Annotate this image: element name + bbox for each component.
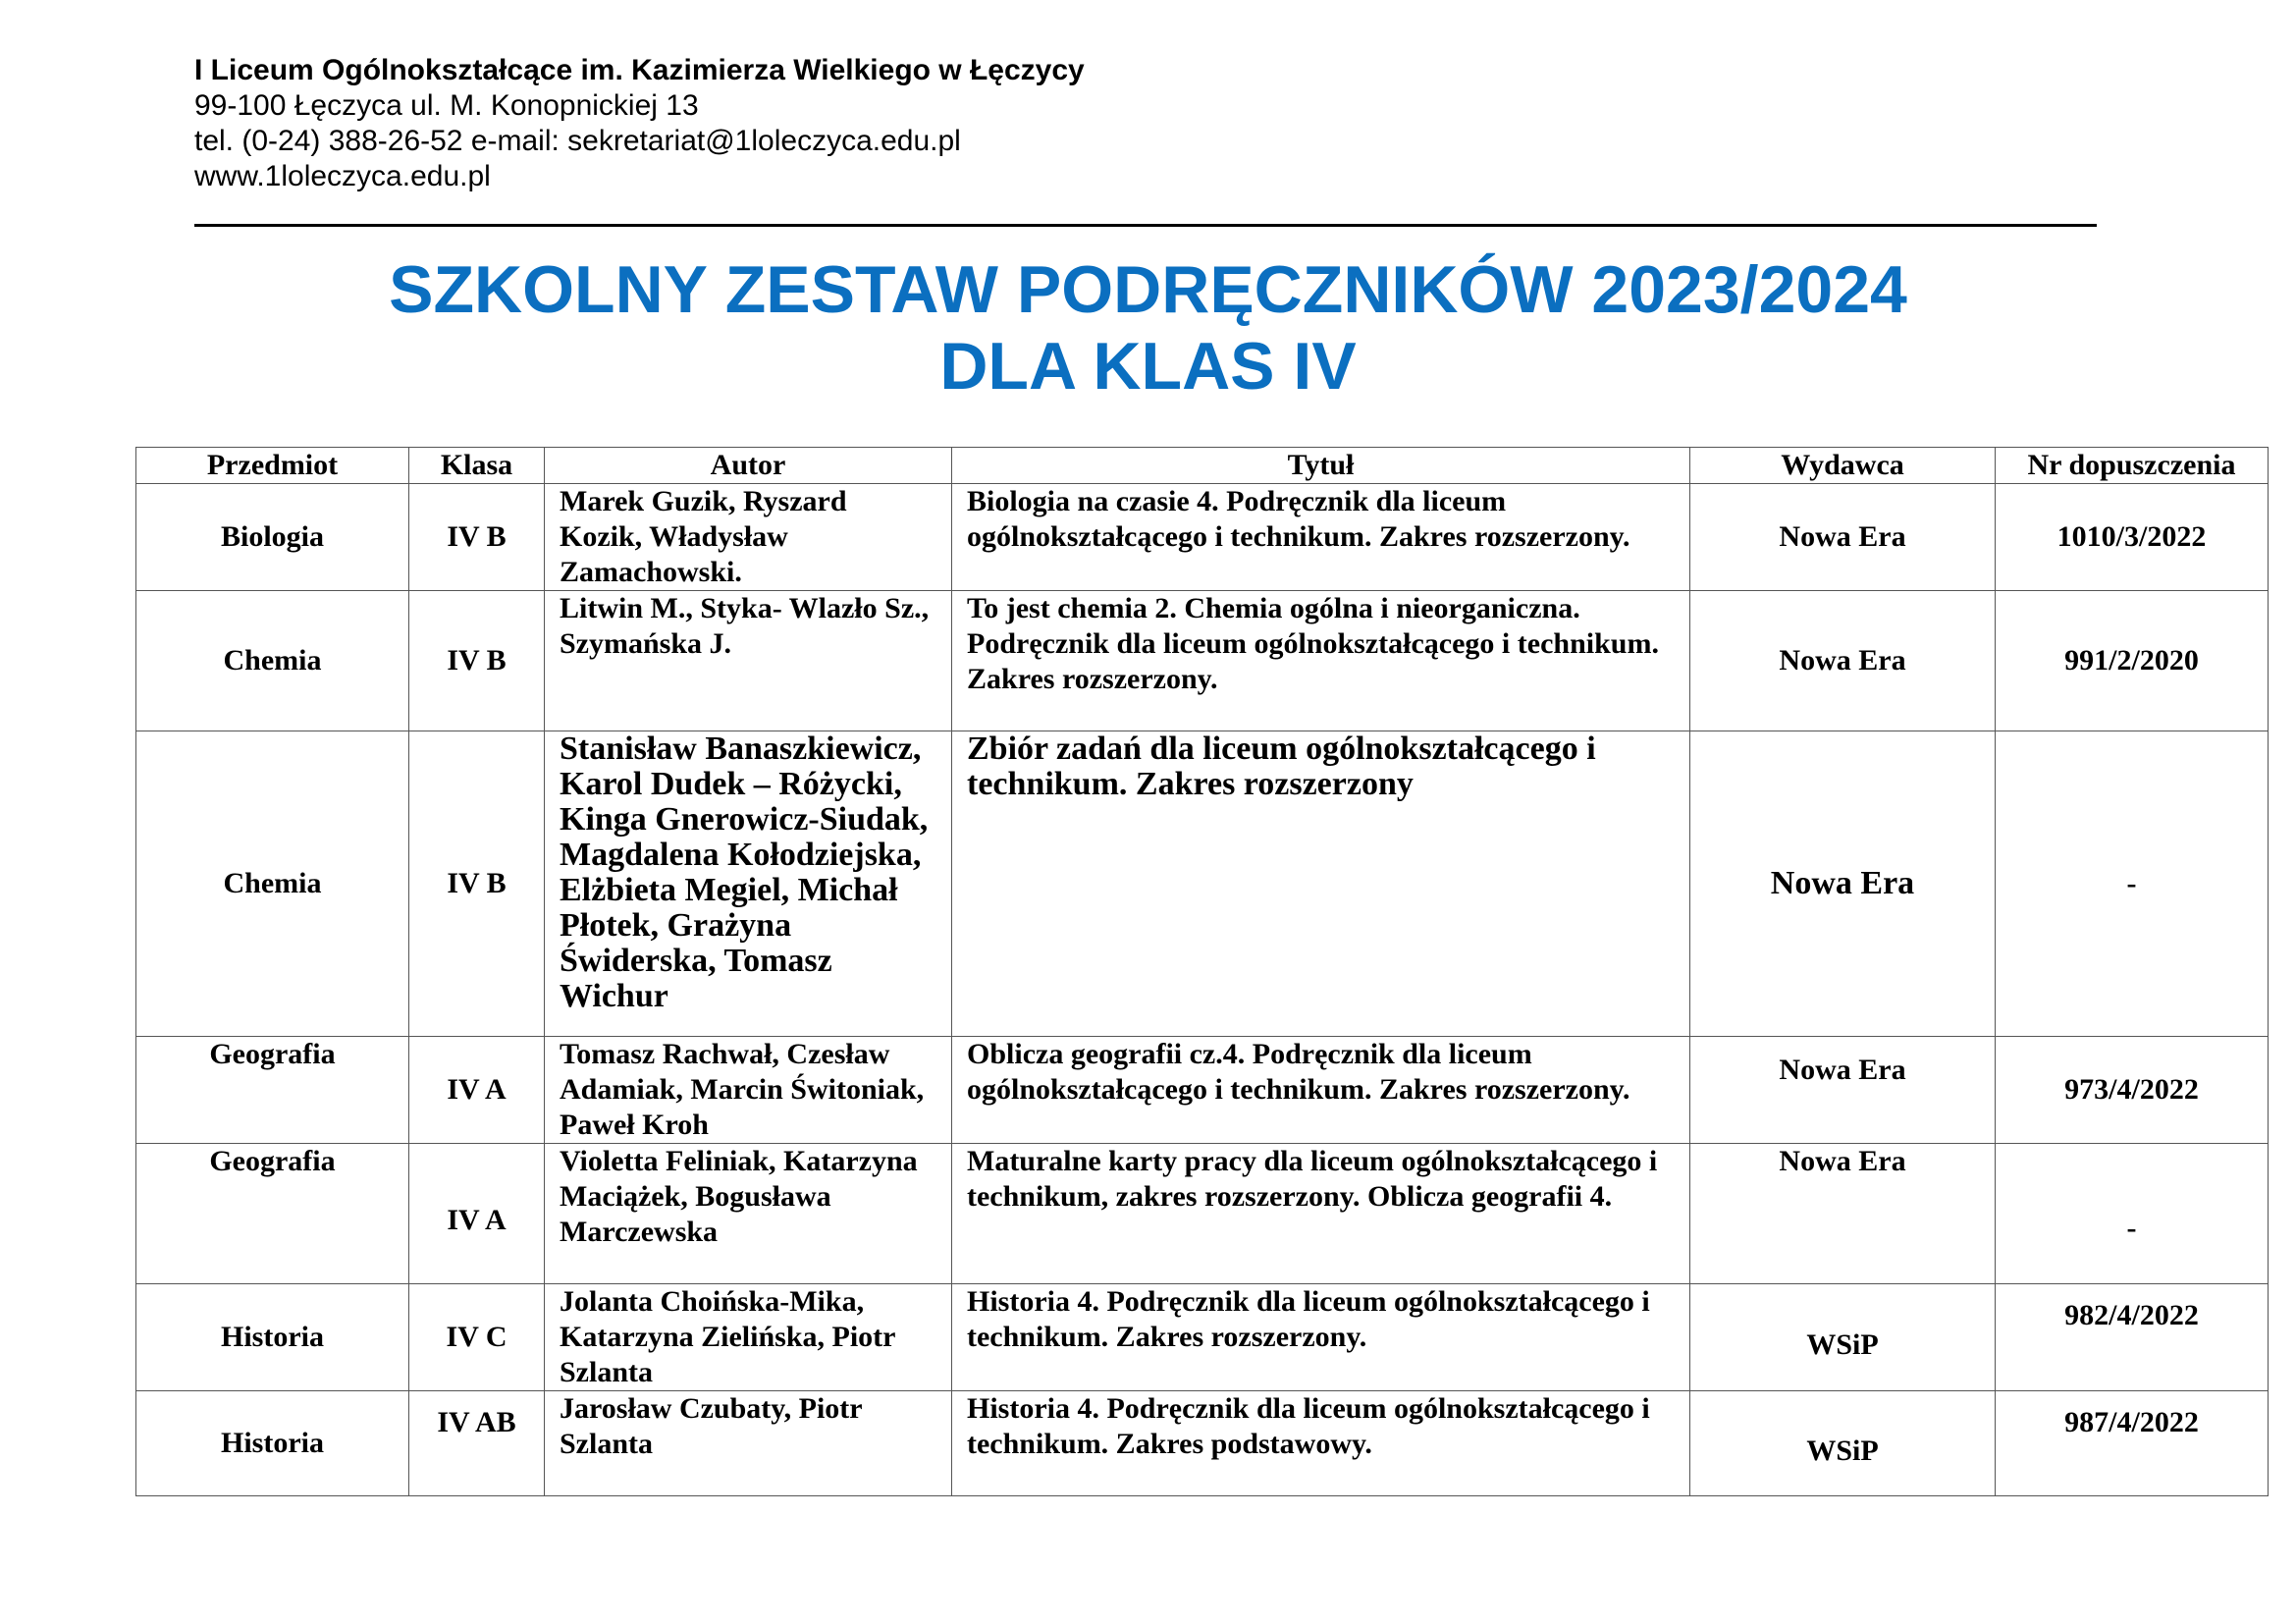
cell-publisher: Nowa Era — [1690, 731, 1996, 1037]
cell-class: IV A — [409, 1144, 545, 1284]
cell-title: To jest chemia 2. Chemia ogólna i nieorganiczna. Podręcznik dla liceum ogólnokształcącego i technikum. Zakres rozszerzony. — [952, 591, 1690, 731]
title-line-1: SZKOLNY ZESTAW PODRĘCZNIKÓW 2023/2024 — [389, 252, 1907, 327]
cell-author: Jolanta Choińska-Mika, Katarzyna Zielińska, Piotr Szlanta — [545, 1284, 952, 1391]
cell-title: Historia 4. Podręcznik dla liceum ogólnokształcącego i technikum. Zakres podstawowy. — [952, 1391, 1690, 1496]
cell-class: IV AB — [409, 1391, 545, 1496]
cell-number: 991/2/2020 — [1996, 591, 2269, 731]
cell-number: - — [1996, 731, 2269, 1037]
cell-publisher: WSiP — [1690, 1284, 1996, 1391]
table-header-row — [136, 448, 2269, 484]
cell-number: - — [1996, 1144, 2269, 1284]
cell-subject: Historia — [136, 1284, 409, 1391]
cell-title: Historia 4. Podręcznik dla liceum ogólnokształcącego i technikum. Zakres rozszerzony. — [952, 1284, 1690, 1391]
header-number: Nr dopuszczenia — [1996, 448, 2269, 484]
cell-publisher: Nowa Era — [1690, 1037, 1996, 1144]
cell-author: Violetta Feliniak, Katarzyna Maciążek, Bogusława Marczewska — [545, 1144, 952, 1284]
cell-subject: Chemia — [136, 731, 409, 1037]
cell-author: Litwin M., Styka- Wlazło Sz., Szymańska J. — [545, 591, 952, 731]
cell-number: 982/4/2022 — [1996, 1284, 2269, 1391]
cell-title: Biologia na czasie 4. Podręcznik dla liceum ogólnokształcącego i technikum. Zakres rozszerzony. — [952, 484, 1690, 591]
cell-publisher: Nowa Era — [1690, 1144, 1996, 1284]
document-title — [0, 251, 2296, 405]
school-website: www.1loleczyca.edu.pl — [194, 160, 491, 192]
cell-title: Zbiór zadań dla liceum ogólnokształcącego i technikum. Zakres rozszerzony — [952, 731, 1690, 1037]
header-subject: Przedmiot — [136, 448, 409, 484]
title-line-2: DLA KLAS IV — [939, 329, 1357, 404]
cell-author: Jarosław Czubaty, Piotr Szlanta — [545, 1391, 952, 1496]
cell-author: Marek Guzik, Ryszard Kozik, Władysław Zamachowski. — [545, 484, 952, 591]
cell-class: IV C — [409, 1284, 545, 1391]
cell-title: Maturalne karty pracy dla liceum ogólnokształcącego i technikum, zakres rozszerzony. Oblicza geografii 4. — [952, 1144, 1690, 1284]
cell-author: Stanisław Banaszkiewicz, Karol Dudek – Różycki, Kinga Gnerowicz-Siudak, Magdalena Kołodziejska, Elżbieta Megiel, Michał Płotek, Grażyna Świderska, Tomasz Wichur — [545, 731, 952, 1037]
table-row — [136, 591, 2269, 731]
cell-class: IV B — [409, 731, 545, 1037]
header-title: Tytuł — [952, 448, 1690, 484]
school-header — [194, 53, 2109, 194]
table-row — [136, 731, 2269, 1037]
cell-subject: Geografia — [136, 1144, 409, 1284]
cell-class: IV A — [409, 1037, 545, 1144]
cell-subject: Biologia — [136, 484, 409, 591]
table-row — [136, 484, 2269, 591]
header-publisher: Wydawca — [1690, 448, 1996, 484]
table-row — [136, 1284, 2269, 1391]
school-name: I Liceum Ogólnokształcące im. Kazimierza Wielkiego w Łęczycy — [194, 54, 1085, 86]
header-class: Klasa — [409, 448, 545, 484]
header-author: Autor — [545, 448, 952, 484]
cell-publisher: WSiP — [1690, 1391, 1996, 1496]
cell-author: Tomasz Rachwał, Czesław Adamiak, Marcin Świtoniak, Paweł Kroh — [545, 1037, 952, 1144]
header-divider — [194, 224, 2097, 227]
school-contact: tel. (0-24) 388-26-52 e-mail: sekretariat@1loleczyca.edu.pl — [194, 125, 961, 157]
cell-publisher: Nowa Era — [1690, 484, 1996, 591]
cell-subject: Historia — [136, 1391, 409, 1496]
cell-class: IV B — [409, 484, 545, 591]
table-row — [136, 1144, 2269, 1284]
cell-publisher: Nowa Era — [1690, 591, 1996, 731]
cell-class: IV B — [409, 591, 545, 731]
school-address: 99-100 Łęczyca ul. M. Konopnickiej 13 — [194, 89, 699, 122]
textbook-table — [135, 447, 2269, 1496]
cell-number: 987/4/2022 — [1996, 1391, 2269, 1496]
table-row — [136, 1037, 2269, 1144]
table-row — [136, 1391, 2269, 1496]
cell-subject: Geografia — [136, 1037, 409, 1144]
cell-number: 973/4/2022 — [1996, 1037, 2269, 1144]
cell-title: Oblicza geografii cz.4. Podręcznik dla liceum ogólnokształcącego i technikum. Zakres rozszerzony. — [952, 1037, 1690, 1144]
cell-number: 1010/3/2022 — [1996, 484, 2269, 591]
cell-subject: Chemia — [136, 591, 409, 731]
